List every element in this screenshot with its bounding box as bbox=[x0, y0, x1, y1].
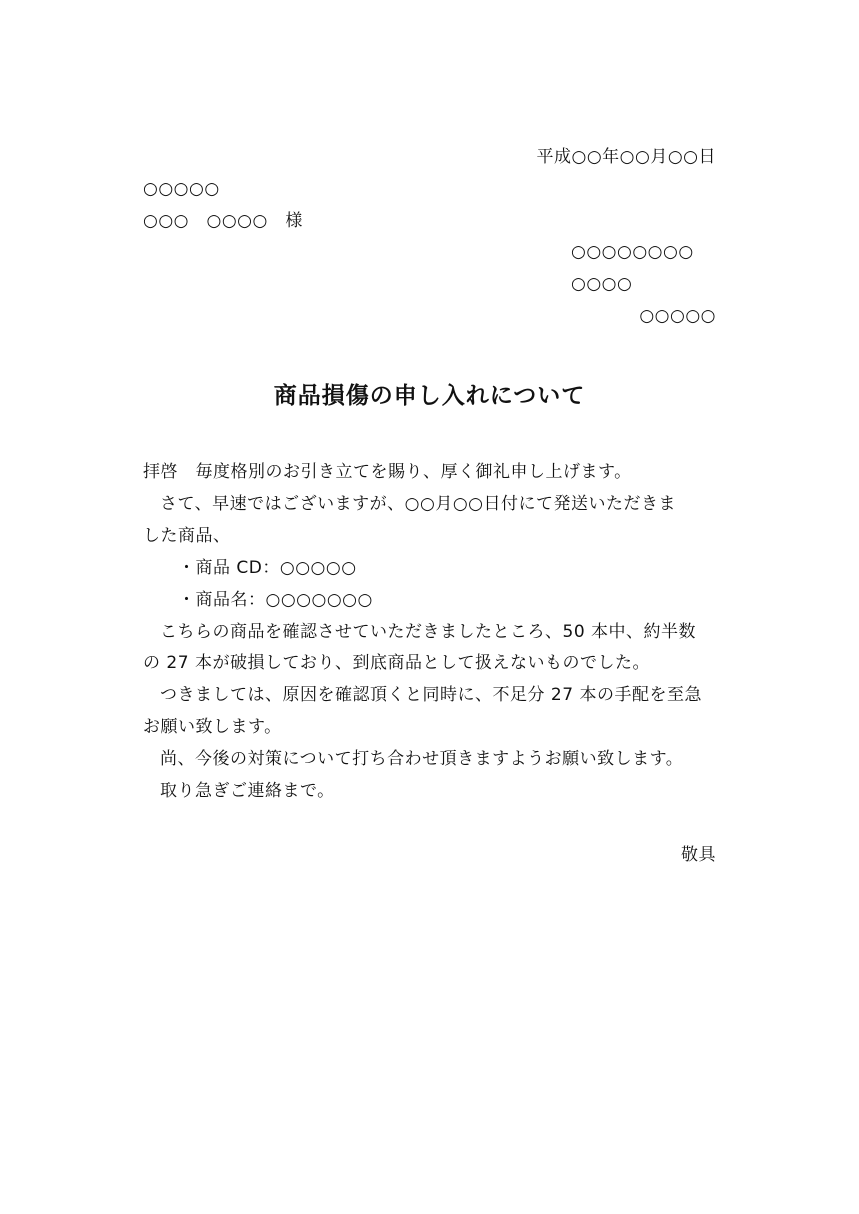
sender-name: ○○○○○ bbox=[639, 306, 716, 326]
body-line: お願い致します。 bbox=[143, 717, 282, 737]
body-line: さて、早速ではございますが、○○月○○日付にて発送いただきま bbox=[160, 494, 676, 514]
item-product-code: ・商品 CD：○○○○○ bbox=[178, 558, 357, 578]
body-line: した商品、 bbox=[143, 526, 231, 546]
body-line: 尚、今後の対策について打ち合わせ頂きますようお願い致します。 bbox=[160, 749, 684, 769]
sender-department: ○○○○ bbox=[571, 274, 633, 294]
letter-date: 平成○○年○○月○○日 bbox=[536, 147, 716, 167]
body-line: の 27 本が破損しており、到底商品として扱えないものでした。 bbox=[143, 653, 650, 673]
recipient-name: ○○○ ○○○○ 様 bbox=[143, 211, 303, 231]
body-line-greeting: 拝啓 毎度格別のお引き立てを賜り、厚く御礼申し上げます。 bbox=[143, 462, 632, 482]
body-line: つきましては、原因を確認頂くと同時に、不足分 27 本の手配を至急 bbox=[160, 685, 702, 705]
letter-title: 商品損傷の申し入れについて bbox=[273, 382, 586, 409]
body-line: 取り急ぎご連絡まで。 bbox=[160, 781, 335, 801]
closing: 敬具 bbox=[681, 845, 716, 865]
recipient-company: ○○○○○ bbox=[143, 179, 220, 199]
body-line: こちらの商品を確認させていただきましたところ、50 本中、約半数 bbox=[160, 622, 697, 642]
item-product-name: ・商品名：○○○○○○○ bbox=[178, 590, 373, 610]
sender-company: ○○○○○○○○ bbox=[571, 242, 694, 262]
